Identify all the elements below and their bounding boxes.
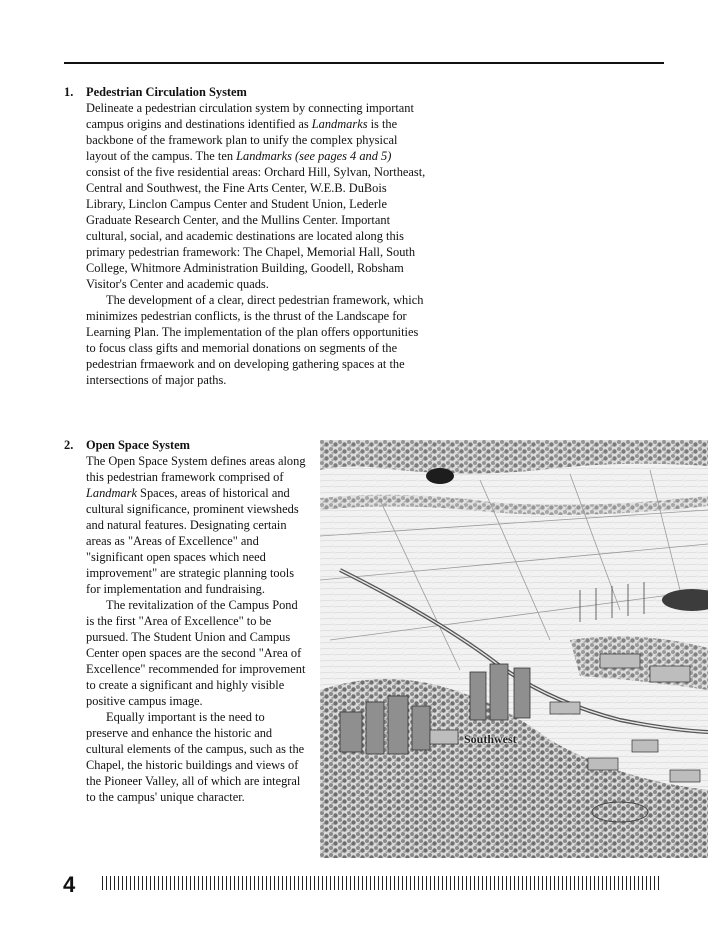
paragraph (86, 453, 308, 597)
section-title: Open Space System (86, 438, 190, 452)
paragraph: The development of a clear, direct pedestrian framework, which minimizes pedestrian conflicts, is the thrust of the Landscape for Learning Plan. The implementation of the plan offers opportunities to focus class gifts and memorial donations on segments of the pedestrian frmaework and on developing gathering spaces at the intersections of major paths. (86, 293, 424, 387)
text-run: is the backbone of the framework plan to unify the complex physical layout of the campus. The ten (86, 117, 398, 163)
text-run: consist of the five residential areas: Orchard Hill, Sylvan, Northeast, Central and Southwest, the Fine Arts Center, W.E.B. DuBois Library, Linclon Campus Center and Student Union, Lederle Graduate Research Center, and the Mullins Center. Important cultural, social, and academic destinations are located along this primary pedestrian framework: The Chapel, Memorial Hall, South College, Whitmore Administration Building, Goodell, Robsham Visitor's Center and academic quads. (86, 165, 426, 291)
section-heading (64, 84, 428, 100)
top-rule (64, 62, 664, 64)
footer-tick-bar (102, 876, 662, 890)
figure-label-southwest: Southwest (464, 732, 517, 746)
emphasis-text: Landmarks (see pages 4 and 5) (236, 149, 392, 163)
emphasis-text: Landmarks (311, 117, 368, 131)
aerial-campus-illustration (320, 440, 708, 858)
section-heading (64, 437, 308, 453)
text-run: Delineate a pedestrian circulation system by connecting important campus origins and destinations identified as (86, 101, 414, 131)
section-number: 1. (64, 85, 74, 99)
page-number: 4 (63, 872, 76, 897)
text-run: Spaces, areas of historical and cultural significance, prominent viewsheds and natural features. Designating certain areas as "Areas of Excellence" and "significant open spaces which need improvement" are strategic planning tools for implementation and fundraising. (86, 486, 299, 596)
section-title: Pedestrian Circulation System (86, 85, 247, 99)
text-run: The Open Space System defines areas along this pedestrian framework comprised of (86, 454, 306, 484)
section-number: 2. (64, 438, 74, 452)
aerial-drawing (320, 440, 708, 858)
section-open-space (64, 437, 308, 805)
section-pedestrian-circulation (64, 84, 428, 388)
emphasis-text: Landmark (86, 486, 137, 500)
section-body (86, 100, 428, 388)
paragraph: The revitalization of the Campus Pond is the first "Area of Excellence" to be pursued. The Student Union and Campus Center open spaces are the second "Area of Excellence" recommended for improvement to create a significant and highly visible positive campus image. (86, 598, 306, 708)
section-body (86, 453, 308, 805)
paragraph: Equally important is the need to preserve and enhance the historic and cultural elements of the campus, such as the Chapel, the historic buildings and views of the Pioneer Valley, all of which are integral to the campus' unique character. (86, 710, 305, 804)
paragraph (86, 100, 428, 292)
